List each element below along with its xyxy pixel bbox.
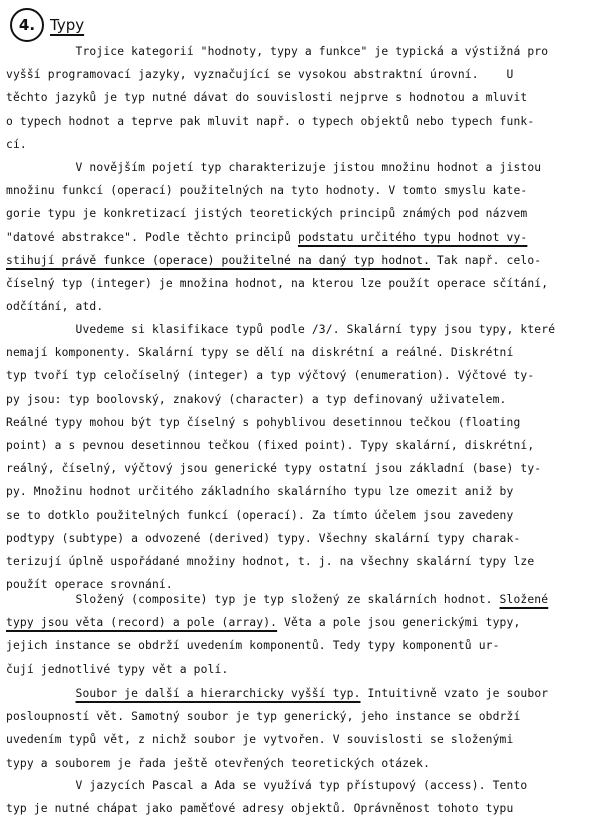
text-line: čují jednotlivé typy vět a polí. [6, 662, 229, 676]
underlined-phrase: Složené [499, 593, 549, 606]
paragraph [6, 40, 606, 156]
text-line: terizují úplně uspořádané množiny hodnot, t. j. na všechny skalární typy lze [6, 555, 535, 569]
text-line: nemají komponenty. Skalární typy se dělí na diskrétní a reálné. Diskrétní [6, 346, 514, 360]
text-line: py jsou: typ boolovský, znakový (character) a typ definovaný uživatelem. [6, 392, 507, 406]
text-line: typ je nutné chápat jako paměťové adresy objektů. Oprávněnost tohoto typu [6, 802, 514, 816]
text-line: stihují právě funkce (operace) použitelné na daný typ hodnot. Tak např. celo- [6, 253, 542, 267]
text-line: těchto jazyků je typ nutné dávat do souvislosti nejprve s hodnotou a mluvit [6, 91, 528, 105]
text-line: o typech hodnot a teprve pak mluvit např. o typech objektů nebo typech funk- [6, 114, 535, 128]
text-line: Reálné typy mohou být typ číselný s pohyblivou desetinnou tečkou (floating [6, 415, 521, 429]
paragraph [6, 774, 606, 820]
text-line: uvedením typů vět, z nichž soubor je vytvořen. V souvislosti se složenými [6, 733, 514, 747]
text-line: se to dotklo použitelných funkcí (operací). Za tímto účelem jsou zavedeny [6, 508, 514, 522]
text-line: Soubor je další a hierarchicky vyšší typ. Intuitivně vzato je soubor [75, 687, 549, 700]
text-line: Složený (composite) typ je typ složený ze skalárních hodnot. Složené [6, 593, 549, 606]
paragraph [6, 156, 606, 318]
text-line: "datové abstrakce". Podle těchto principů podstatu určitého typu hodnot vy- [6, 230, 528, 244]
text-line: cí. [6, 137, 27, 151]
text-line: číselný typ (integer) je množina hodnot, na kterou lze použít operace sčítání, [6, 277, 549, 291]
text-line: typy jsou věta (record) a pole (array). Věta a pole jsou generickými typy, [6, 616, 521, 630]
section-number: 4. [10, 8, 44, 42]
paragraph [6, 318, 606, 596]
text-line: odčítání, atd. [6, 300, 104, 314]
section-title: Typy [50, 16, 85, 34]
text-line: point) a s pevnou desetinnou tečkou (fixed point). Typy skalární, diskrétní, [6, 439, 535, 453]
text-line: vyšší programovací jazyky, vyznačující se vysokou abstraktní úrovní. U [6, 68, 514, 82]
underlined-phrase: Soubor je další a hierarchicky vyšší typ. [75, 687, 361, 700]
underlined-phrase: podstatu určitého typu hodnot vy- [297, 230, 528, 244]
text-line: Trojice kategorií "hodnoty, typy a funkce" je typická a výstižná pro [6, 45, 549, 58]
underlined-phrase: typy jsou věta (record) a pole (array). [6, 616, 278, 630]
paragraph [6, 682, 606, 775]
text-line: typ tvoří typ celočíselný (integer) a typ výčtový (enumeration). Výčtové ty- [6, 369, 535, 383]
paragraph [6, 588, 606, 681]
text-line: Uvedeme si klasifikace typů podle /3/. Skalární typy jsou typy, které [6, 323, 556, 336]
text-line: py. Množinu hodnot určitého základního skalárního typu lze omezit aniž by [6, 485, 514, 499]
text-line: posloupností vět. Samotný soubor je typ generický, jeho instance se obdrží [6, 710, 521, 724]
text-line: V novějším pojetí typ charakterizuje jistou množinu hodnot a jistou [6, 161, 542, 174]
text-line: reálný, číselný, výčtový jsou generické typy ostatní jsou základní (base) ty- [6, 462, 542, 476]
text-line: typy a souborem je řada ještě otevřených teoretických otázek. [6, 756, 431, 770]
text-line: množinu funkcí (operací) použitelných na tyto hodnoty. V tomto smyslu kate- [6, 184, 528, 198]
text-line: podtypy (subtype) a odvozené (derived) typy. Všechny skalární typy charak- [6, 531, 521, 545]
text-line: použít operace srovnání. [6, 578, 173, 592]
underlined-phrase: stihují právě funkce (operace) použitelné na daný typ hodnot. [6, 253, 431, 267]
text-line: V jazycích Pascal a Ada se využívá typ přístupový (access). Tento [6, 779, 528, 792]
text-line: gorie typu je konkretizací jistých teoretických principů známých pod názvem [6, 207, 528, 221]
text-line: jejich instance se obdrží uvedením komponentů. Tedy typy komponentů ur- [6, 639, 500, 653]
